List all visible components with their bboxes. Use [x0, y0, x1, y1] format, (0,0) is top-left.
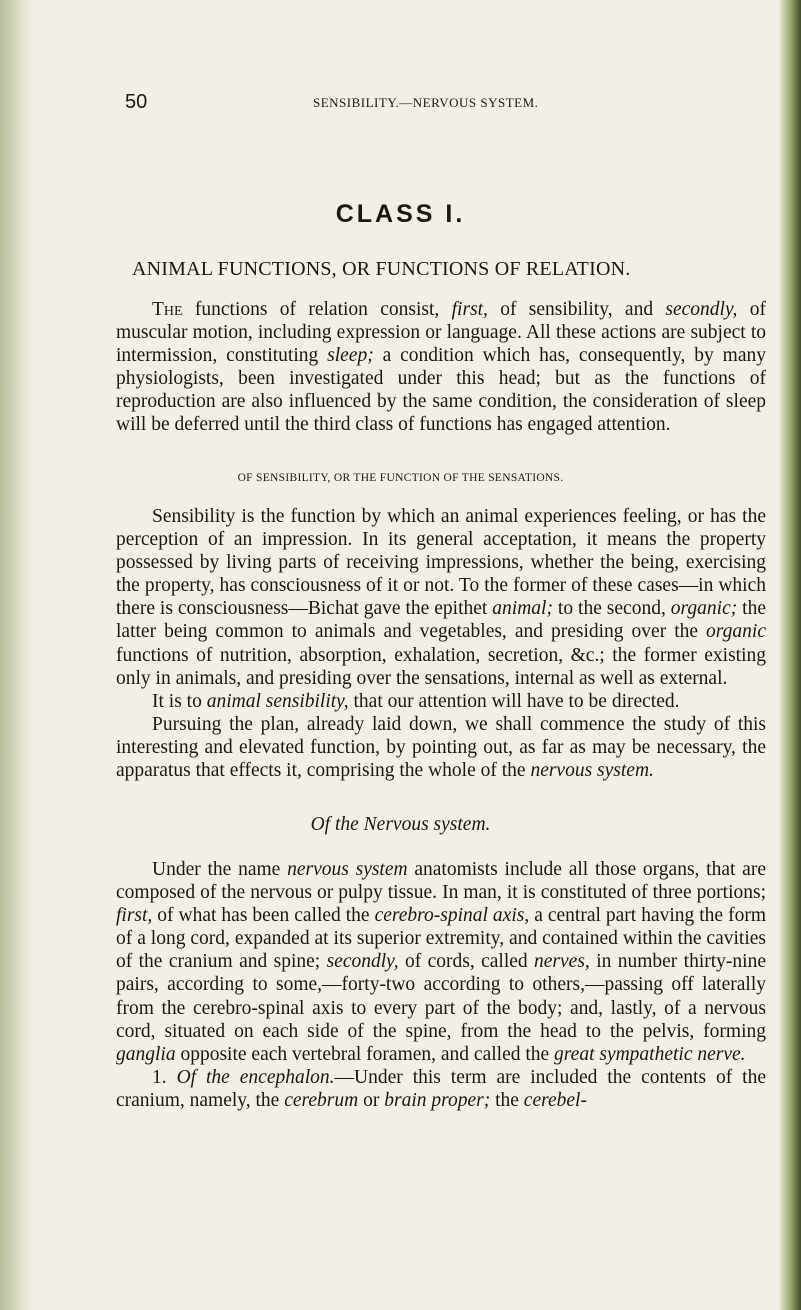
text-span: opposite each vertebral foramen, and called the — [175, 1043, 555, 1065]
italic-term: first, — [116, 905, 153, 927]
text-span: that our attention will have to be directed. — [348, 690, 680, 712]
text-span: functions of relation consist, — [182, 299, 452, 320]
text-span: the latter being common to animals and vegetables, and presiding over the — [116, 598, 766, 643]
italic-term: secondly, — [326, 951, 399, 973]
italic-term: animal; — [492, 598, 553, 620]
italic-term: brain proper; — [384, 1089, 491, 1111]
italic-term: nerves, — [534, 951, 590, 973]
text-span: the — [490, 1089, 524, 1111]
text-span: of sensibility, and — [487, 299, 666, 320]
italic-term: cerebel- — [523, 1089, 587, 1111]
text-span: to the second, — [552, 598, 671, 620]
text-span: functions of nutrition, absorption, exhalation, secretion, &c.; the former existing only in animals, and presiding over the sensations, internal as well as external. — [116, 644, 766, 689]
paragraph-nervous-system — [116, 858, 766, 1112]
italic-term: Of the encephalon. — [176, 1066, 335, 1088]
italic-term: nervous system — [287, 859, 408, 880]
class-heading: CLASS I. — [335, 200, 466, 228]
text-span: Pursuing the plan, already laid down, we shall commence the study of this interesting and elevated function, by pointing out, as far as may be necessary, the apparatus that effects it, comprising the whole of the — [116, 713, 766, 782]
text-span: a condition which has, consequently, by many physiologists, been investigated under this head; but as the functions of reproduction are also influenced by the same condition, the consideration of sleep will be deferred until the third class of functions has engaged attention. — [116, 345, 766, 436]
text-span: in number thirty-nine pairs, according to some,—forty-two according to others,—passing off laterally from the cerebro-spinal axis to every part of the body; and, lastly, of a nervous cord, situated on each side of the spine, from the head to the pelvis, forming — [116, 951, 766, 1042]
running-head — [115, 91, 765, 115]
text-span: anatomists include all those organs, that are composed of the nervous or pulpy tissue. In man, it is constituted of three portions; — [116, 859, 766, 904]
text-span: 1. — [152, 1066, 177, 1088]
sub-heading-sensibility: OF SENSIBILITY, OR THE FUNCTION OF THE SENSATIONS. — [237, 472, 564, 484]
page-number: 50 — [125, 91, 148, 113]
italic-term: animal sensibility, — [206, 690, 349, 712]
italic-term: first, — [451, 299, 488, 320]
text-span: Sensibility is the function by which an animal experiences feeling, or has the perception of an impression. In its general acceptation, it means the property possessed by living parts of receiving impressions, whether the being, exercising the property, has consciousness of it or not. To the former of these cases—in which there is consciousness—Bichat gave the epithet — [116, 506, 766, 620]
text-span: of muscular motion, including expression or language. All these actions are subject to intermission, constituting — [116, 299, 766, 367]
lead-word: The — [152, 299, 183, 320]
text-span: of what has been called the — [152, 905, 375, 927]
italic-term: organic; — [670, 598, 738, 620]
running-title: SENSIBILITY.—NERVOUS SYSTEM. — [313, 95, 539, 110]
italic-term: ganglia — [116, 1043, 176, 1065]
text-span: It is to — [152, 690, 207, 712]
text-span: or — [358, 1089, 385, 1111]
italic-term: organic — [706, 621, 766, 643]
text-span: a central part having the form of a long cord, expanded at its superior extremity, and contained within the cavities of the cranium and spine; — [116, 905, 766, 973]
paragraph-sensibility — [116, 505, 766, 782]
text-span: Under the name — [152, 859, 288, 880]
text-span: of cords, called — [398, 951, 535, 973]
text-span: —Under this term are included the contents of the cranium, namely, the — [116, 1066, 766, 1111]
italic-term: secondly, — [665, 299, 738, 320]
paragraph-functions-of-relation — [116, 298, 766, 437]
italic-heading-nervous-system: Of the Nervous system. — [310, 814, 491, 835]
italic-term: cerebro-spinal axis, — [374, 905, 530, 927]
section-heading: ANIMAL FUNCTIONS, OR FUNCTIONS OF RELATION. — [132, 258, 631, 280]
italic-term: nervous system. — [530, 760, 654, 782]
italic-term: great sympathetic nerve. — [554, 1043, 746, 1065]
italic-term: sleep; — [327, 345, 374, 367]
italic-term: cerebrum — [284, 1089, 359, 1111]
